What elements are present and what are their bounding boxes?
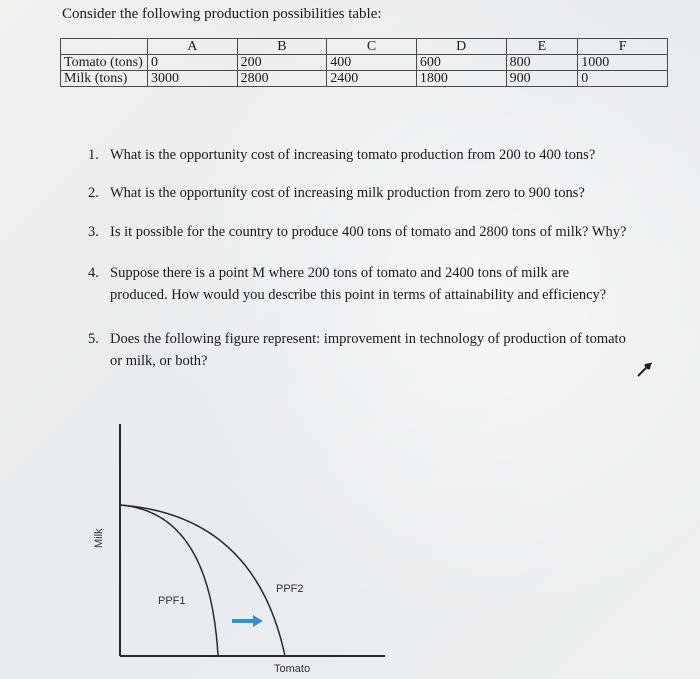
ppf2-curve	[120, 505, 285, 656]
table-header-row	[61, 39, 668, 55]
table-cell: 1000	[578, 55, 668, 71]
question-text: What is the opportunity cost of increasing milk production from zero to 900 tons?	[110, 185, 585, 201]
table-cell: 1800	[416, 71, 506, 87]
table-cell: 0	[148, 55, 238, 71]
table-cell: 600	[416, 55, 506, 71]
table-cell: 900	[506, 71, 578, 87]
table-header-cell: E	[506, 39, 578, 55]
table-row-milk	[61, 71, 668, 87]
question-text-line: Suppose there is a point M where 200 tons of tomato and 2400 tons of milk are	[110, 265, 570, 281]
table-cell: 2400	[327, 71, 417, 87]
table-header-cell: A	[148, 39, 238, 55]
table-header-cell: B	[237, 39, 327, 55]
question-4	[88, 262, 606, 306]
shift-arrow-icon	[232, 615, 263, 627]
question-number: 1.	[88, 147, 99, 163]
table-row-tomato	[61, 55, 668, 71]
question-text: Is it possible for the country to produce 400 tons of tomato and 2800 tons of milk? Why?	[110, 224, 627, 240]
table-cell: 0	[578, 71, 668, 87]
table-header-cell: F	[578, 39, 668, 55]
y-axis-label: Milk	[93, 528, 105, 548]
table-header-cell: D	[416, 39, 506, 55]
ppf1-curve	[120, 505, 218, 656]
question-text: What is the opportunity cost of increasing tomato production from 200 to 400 tons?	[110, 147, 596, 163]
table-header-cell: C	[327, 39, 417, 55]
question-text-line: or milk, or both?	[110, 353, 208, 369]
question-5	[88, 328, 626, 372]
table-cell: 2800	[237, 71, 327, 87]
question-number: 3.	[88, 224, 99, 240]
question-number: 2.	[88, 185, 99, 201]
row-label-tomato: Tomato (tons)	[61, 55, 148, 71]
table-cell: 400	[327, 55, 417, 71]
x-axis-label: Tomato	[274, 663, 311, 675]
production-possibilities-table	[60, 38, 668, 87]
table-cell: 800	[506, 55, 578, 71]
table-cell: 3000	[148, 71, 238, 87]
row-label-milk: Milk (tons)	[61, 71, 148, 87]
question-1	[88, 144, 595, 166]
question-2	[88, 182, 585, 204]
question-text-line: Does the following figure represent: improvement in technology of production of tomato	[110, 331, 626, 347]
cursor-arrow-icon	[636, 362, 652, 378]
intro-text: Consider the following production possibilities table:	[62, 6, 382, 22]
question-text-line: produced. How would you describe this point in terms of attainability and efficiency?	[110, 287, 607, 303]
question-number: 4.	[88, 265, 99, 281]
table-cell: 200	[237, 55, 327, 71]
ppf-figure	[80, 420, 400, 675]
ppf2-label: PPF2	[276, 583, 304, 595]
ppf1-label: PPF1	[158, 595, 186, 607]
table-corner-cell	[61, 39, 148, 55]
question-number: 5.	[88, 331, 99, 347]
question-3	[88, 221, 626, 243]
